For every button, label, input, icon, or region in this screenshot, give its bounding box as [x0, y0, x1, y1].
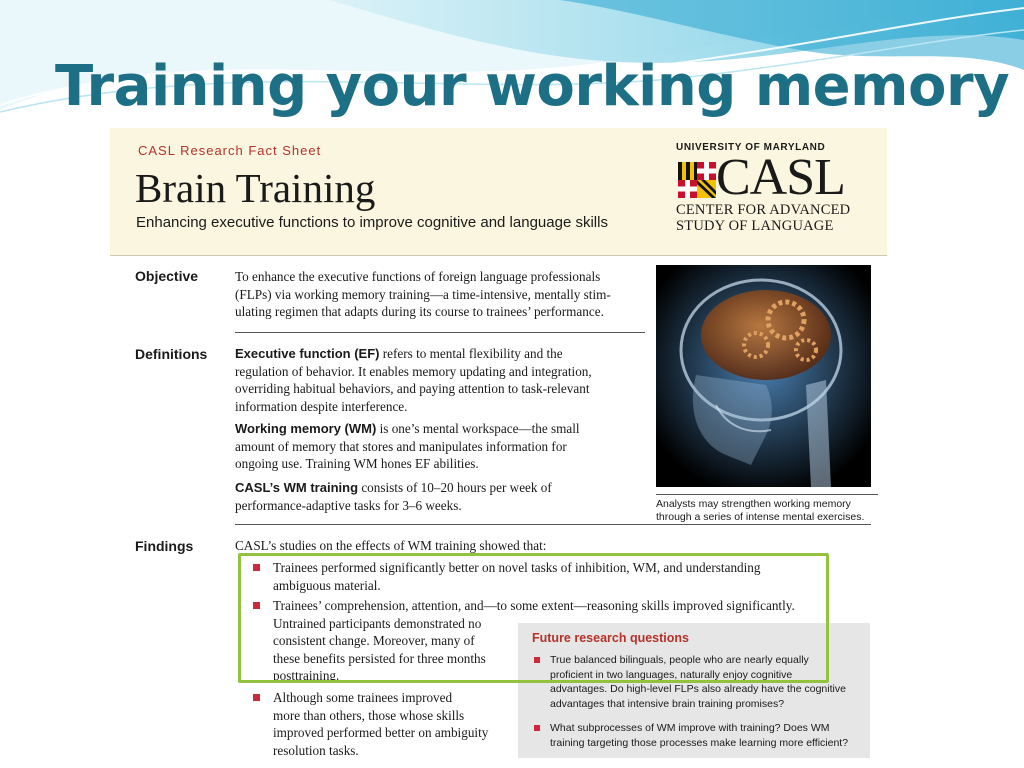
finding-line: Untrained participants demonstrated no — [273, 615, 482, 631]
brain-xray-photo — [656, 265, 871, 487]
sheet-header — [110, 128, 887, 256]
question-line: What subprocesses of WM improve with training? Does WM — [550, 722, 830, 734]
logo-name-line1: CENTER FOR ADVANCED — [676, 202, 851, 218]
maryland-flag-icon — [678, 162, 716, 198]
finding-line: resolution tasks. — [273, 742, 359, 758]
logo-university: UNIVERSITY OF MARYLAND — [676, 142, 826, 153]
wm-term: Working memory (WM) — [235, 421, 377, 436]
casl-text: performance-adaptive tasks for 3–6 weeks. — [235, 497, 462, 513]
finding-line: consistent change. Moreover, many of — [273, 633, 475, 648]
logo-name-line2: STUDY OF LANGUAGE — [676, 218, 834, 234]
ef-text: regulation of behavior. It enables memory updating and integration, — [235, 363, 592, 379]
caption-line: Analysts may strengthen working memory — [656, 498, 851, 510]
casl-logo — [676, 142, 876, 238]
sheet-subtitle: Enhancing executive functions to improve cognitive and language skills — [136, 214, 608, 231]
future-research-title: Future research questions — [532, 631, 689, 645]
objective-text — [235, 268, 650, 321]
sheet-title: Brain Training — [135, 165, 376, 211]
definition-casl-training — [235, 479, 655, 514]
caption-line: through a series of intense mental exercises. — [656, 511, 865, 523]
divider — [235, 524, 871, 525]
finding-line: Trainees performed significantly better on novel tasks of inhibition, WM, and understanding — [273, 560, 761, 575]
casl-text: consists of 10–20 hours per week of — [358, 480, 552, 495]
finding-line: Trainees’ comprehension, attention, and—to some extent—reasoning skills improved significantly. — [273, 598, 795, 613]
future-question — [532, 721, 862, 750]
question-line: training targeting those processes make learning more efficient? — [550, 736, 849, 749]
question-line: advantages that intensive brain training promises? — [550, 697, 785, 710]
ef-text: information despite interference. — [235, 398, 408, 414]
objective-line: ulating regimen that adapts during its course to trainees’ performance. — [235, 304, 604, 319]
definition-ef — [235, 345, 655, 415]
bullet-icon — [534, 725, 540, 731]
highlight-box — [238, 553, 829, 683]
finding-line: posttraining. — [273, 668, 340, 683]
wm-text: is one’s mental workspace—the small — [376, 421, 580, 436]
finding-line: more than others, those whose skills — [273, 707, 465, 723]
finding-line: Although some trainees improved — [273, 690, 453, 705]
finding-line: these benefits persisted for three months — [273, 650, 486, 666]
fact-sheet-label: CASL Research Fact Sheet — [138, 143, 322, 158]
ef-term: Executive function (EF) — [235, 346, 380, 361]
definitions-label: Definitions — [135, 346, 208, 362]
photo-caption — [656, 494, 878, 524]
objective-line: (FLPs) via working memory training—a time-intensive, mentally stim- — [235, 286, 611, 302]
wm-text: amount of memory that stores and manipulates information for — [235, 438, 567, 454]
findings-intro: CASL’s studies on the effects of WM training showed that: — [235, 538, 547, 553]
question-line: proficient in two languages, naturally enjoy cognitive — [550, 668, 793, 681]
brain-xray-image — [656, 265, 871, 487]
bullet-icon — [253, 694, 260, 701]
logo-acronym: CASL — [716, 149, 845, 206]
objective-label: Objective — [135, 268, 199, 284]
finding-item — [253, 689, 523, 759]
objective-line: To enhance the executive functions of foreign language professionals — [235, 269, 601, 284]
question-line: advantages. Do high-level FLPs also already have the cognitive — [550, 683, 846, 695]
question-line: True balanced bilinguals, people who are nearly equally — [550, 654, 809, 666]
casl-term: CASL’s WM training — [235, 480, 359, 495]
findings-label: Findings — [135, 538, 194, 554]
definition-wm — [235, 420, 655, 473]
ef-text: refers to mental flexibility and the — [379, 346, 563, 361]
wm-text: ongoing use. Training WM hones EF abilities. — [235, 456, 479, 471]
finding-line: improved performed better on ambiguity — [273, 725, 489, 740]
slide-title: Training your working memory — [55, 54, 1010, 119]
divider — [235, 332, 645, 333]
ef-text: overriding habitual behaviors, and paying attention to task-relevant — [235, 381, 590, 396]
finding-line: ambiguous material. — [273, 577, 381, 593]
